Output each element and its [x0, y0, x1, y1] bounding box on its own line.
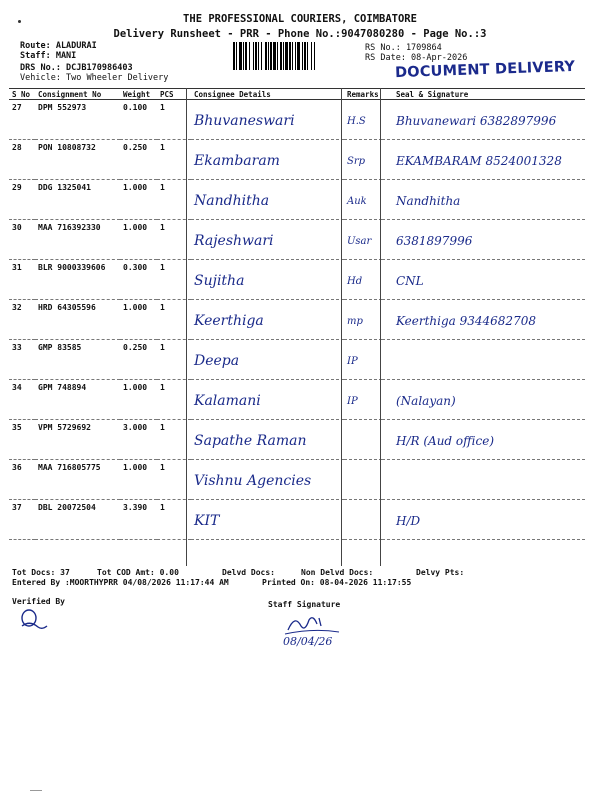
row-pcs: 1: [157, 140, 191, 180]
barcode-bar: [253, 42, 254, 70]
row-consignment: VPM 5729692: [35, 420, 120, 460]
table-row: [9, 420, 585, 460]
row-pcs: 1: [157, 260, 191, 300]
row-signature: 6381897996: [382, 220, 585, 260]
staff-signature-label: Staff Signature: [268, 600, 341, 609]
row-weight: 1.000: [120, 220, 157, 260]
row-remarks: H.S: [344, 100, 382, 140]
row-sno: 33: [9, 340, 35, 380]
row-sno: 32: [9, 300, 35, 340]
barcode-bar: [285, 42, 288, 70]
row-consignment: DDG 1325041: [35, 180, 120, 220]
row-signature: [382, 340, 585, 380]
staff: Staff: MANI: [20, 51, 77, 61]
row-consignment: MAA 716392330: [35, 220, 120, 260]
barcode-bar: [239, 42, 242, 70]
table-header: [9, 89, 585, 100]
table-row: [9, 140, 585, 180]
row-consignee: Bhuvaneswari: [191, 100, 344, 140]
entered-by: Entered By :MOORTHYPRR 04/08/2026 11:17:44 AM: [12, 578, 229, 587]
row-consignment: DPM 552973: [35, 100, 120, 140]
row-signature: EKAMBARAM 8524001328: [382, 140, 585, 180]
row-pcs: 1: [157, 500, 191, 540]
barcode-bar: [249, 42, 250, 70]
delvd-docs: Delvd Docs:: [222, 568, 275, 577]
row-weight: 0.300: [120, 260, 157, 300]
table-row: [9, 340, 585, 380]
table-row: [9, 300, 585, 340]
row-sno: 27: [9, 100, 35, 140]
verifier-signature: [12, 606, 52, 634]
vehicle: Vehicle: Two Wheeler Delivery: [20, 73, 169, 83]
row-consignee: Rajeshwari: [191, 220, 344, 260]
row-signature: H/D: [382, 500, 585, 540]
row-consignment: BLR 9000339606: [35, 260, 120, 300]
table-row: [9, 460, 585, 500]
route-info: [20, 41, 168, 83]
barcode-bar: [245, 42, 247, 70]
row-remarks: Srp: [344, 140, 382, 180]
table-row: [9, 220, 585, 260]
divider-consignee: [186, 88, 187, 566]
rs-no: RS No.: 1709864: [365, 43, 442, 53]
row-signature: (Nalayan): [382, 380, 585, 420]
barcode-bar: [233, 42, 235, 70]
row-consignment: MAA 716805775: [35, 460, 120, 500]
row-consignee: Deepa: [191, 340, 344, 380]
barcode: [233, 42, 358, 70]
col-pcs: PCS: [157, 89, 191, 100]
company-title: THE PROFESSIONAL COURIERS, COIMBATORE: [183, 13, 417, 25]
drs-no: DRS No.: DCJB170986403: [20, 63, 133, 73]
row-remarks: IP: [344, 340, 382, 380]
row-signature: [382, 460, 585, 500]
row-pcs: 1: [157, 100, 191, 140]
table-row: [9, 180, 585, 220]
verified-by-label: Verified By: [12, 597, 65, 606]
row-remarks: [344, 460, 382, 500]
row-sno: 37: [9, 500, 35, 540]
route: Route: ALADURAI: [20, 41, 97, 51]
barcode-bar: [292, 42, 293, 70]
barcode-bar: [258, 42, 259, 70]
row-sno: 28: [9, 140, 35, 180]
row-sno: 34: [9, 380, 35, 420]
page-mark: [30, 790, 42, 791]
row-weight: 1.000: [120, 460, 157, 500]
row-remarks: Hd: [344, 260, 382, 300]
row-sno: 35: [9, 420, 35, 460]
barcode-bar: [311, 42, 312, 70]
row-weight: 0.100: [120, 100, 157, 140]
col-consignee: Consignee Details: [191, 89, 344, 100]
row-weight: 3.390: [120, 500, 157, 540]
non-delvd-docs: Non Delvd Docs:: [301, 568, 374, 577]
tot-docs: Tot Docs: 37: [12, 568, 70, 577]
row-consignment: DBL 20072504: [35, 500, 120, 540]
barcode-bar: [265, 42, 267, 70]
row-consignment: GMP 83585: [35, 340, 120, 380]
row-weight: 1.000: [120, 300, 157, 340]
col-weight: Weight: [120, 89, 157, 100]
row-pcs: 1: [157, 300, 191, 340]
row-sno: 30: [9, 220, 35, 260]
row-pcs: 1: [157, 340, 191, 380]
barcode-bar: [295, 42, 296, 70]
barcode-bar: [283, 42, 284, 70]
row-consignment: GPM 748894: [35, 380, 120, 420]
row-consignee: Sapathe Raman: [191, 420, 344, 460]
row-remarks: [344, 420, 382, 460]
row-signature: Bhuvanewari 6382897996: [382, 100, 585, 140]
row-weight: 0.250: [120, 340, 157, 380]
barcode-bar: [304, 42, 306, 70]
printed-on: Printed On: 08-04-2026 11:17:55: [262, 578, 412, 587]
row-sno: 36: [9, 460, 35, 500]
table-row: [9, 100, 585, 140]
barcode-bar: [297, 42, 300, 70]
barcode-bar: [261, 42, 262, 70]
col-remarks: Remarks: [344, 89, 382, 100]
tot-cod: Tot COD Amt: 0.00: [97, 568, 179, 577]
row-consignee: Kalamani: [191, 380, 344, 420]
row-consignee: Nandhitha: [191, 180, 344, 220]
row-signature: Keerthiga 9344682708: [382, 300, 585, 340]
row-signature: H/R (Aud office): [382, 420, 585, 460]
barcode-bar: [243, 42, 244, 70]
row-consignment: PON 10808732: [35, 140, 120, 180]
row-sno: 31: [9, 260, 35, 300]
table-row: [9, 260, 585, 300]
row-remarks: mp: [344, 300, 382, 340]
barcode-bar: [270, 42, 272, 70]
row-consignee: Vishnu Agencies: [191, 460, 344, 500]
row-pcs: 1: [157, 420, 191, 460]
row-weight: 3.000: [120, 420, 157, 460]
row-consignment: HRD 64305596: [35, 300, 120, 340]
row-signature: CNL: [382, 260, 585, 300]
row-signature: Nandhitha: [382, 180, 585, 220]
staff-sign-date: 08/04/26: [283, 635, 333, 648]
row-consignee: Keerthiga: [191, 300, 344, 340]
col-signature: Seal & Signature: [382, 89, 585, 100]
table-row: [9, 380, 585, 420]
barcode-bar: [255, 42, 257, 70]
rs-date: RS Date: 08-Apr-2026: [365, 53, 468, 63]
barcode-bar: [273, 42, 276, 70]
barcode-bar: [307, 42, 308, 70]
barcode-bar: [289, 42, 291, 70]
divider-signature: [380, 88, 381, 566]
rs-info: [365, 43, 467, 63]
row-consignee: Sujitha: [191, 260, 344, 300]
barcode-bar: [268, 42, 269, 70]
row-remarks: IP: [344, 380, 382, 420]
row-pcs: 1: [157, 180, 191, 220]
document-delivery-stamp: DOCUMENT DELIVERY: [394, 58, 576, 82]
row-consignee: Ekambaram: [191, 140, 344, 180]
barcode-bar: [280, 42, 282, 70]
row-pcs: 1: [157, 460, 191, 500]
col-sno: S No: [9, 89, 35, 100]
runsheet-subtitle: Delivery Runsheet - PRR - Phone No.:9047080280 - Page No.:3: [113, 28, 487, 40]
row-pcs: 1: [157, 220, 191, 260]
barcode-bar: [277, 42, 278, 70]
divider-remarks: [341, 88, 342, 566]
row-sno: 29: [9, 180, 35, 220]
row-pcs: 1: [157, 380, 191, 420]
row-weight: 0.250: [120, 140, 157, 180]
barcode-bar: [236, 42, 237, 70]
barcode-bar: [314, 42, 315, 70]
row-remarks: [344, 500, 382, 540]
row-remarks: Auk: [344, 180, 382, 220]
col-consignment: Consignment No: [35, 89, 120, 100]
table-row: [9, 500, 585, 540]
row-weight: 1.000: [120, 180, 157, 220]
barcode-bar: [302, 42, 303, 70]
row-weight: 1.000: [120, 380, 157, 420]
row-consignee: KIT: [191, 500, 344, 540]
runsheet-table: [9, 88, 585, 540]
row-remarks: Usar: [344, 220, 382, 260]
delvy-pts: Delvy Pts:: [416, 568, 465, 577]
